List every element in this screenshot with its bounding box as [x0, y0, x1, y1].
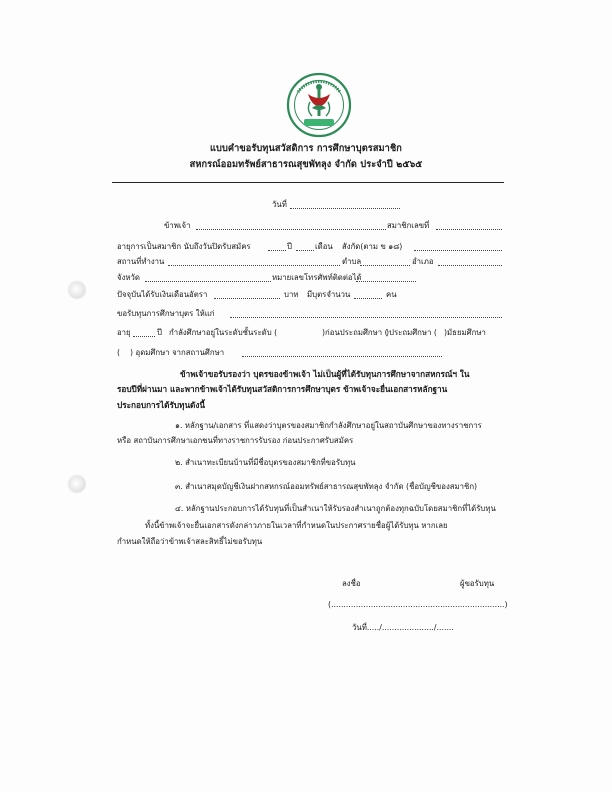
membership-months-field[interactable] [296, 250, 314, 251]
certification-line-3: ประกอบการได้รับทุนดังนี้ [117, 400, 205, 410]
institution-field[interactable] [242, 356, 442, 357]
form-title-line-1: แบบคำขอรับทุนสวัสดิการ การศึกษาบุตรสมาชิก [210, 143, 402, 154]
child-name-field[interactable] [230, 317, 502, 318]
salary-label: ปัจจุบันได้รับเงินเดือนอัตรา [117, 290, 208, 299]
children-count-label: มีบุตรจำนวน [307, 290, 351, 299]
year-label: ปี [287, 242, 292, 251]
district-label: อำเภอ [412, 257, 434, 266]
document-item-4: ๔. หลักฐานประกอบการได้รับทุนที่เป็นสำเนาให้รับรองสำเนาถูกต้องทุกฉบับโดยสมาชิกที่ได้รับทุน [175, 504, 496, 513]
certification-line-2: รอบปีที่ผ่านมา และพากข้าพเจ้าได้รับทุนสวัสดิการการศึกษาบุตร ข้าพเจ้าจะยื่นเอกสารหลักฐาน [117, 384, 448, 394]
document-item-1a: ๑. หลักฐาน/เอกสาร ที่แสดงว่าบุตรของสมาชิกกำลังศึกษาอยู่ในสถาบันศึกษาของทางราชการ [175, 421, 482, 430]
province-label: จังหวัด [117, 273, 140, 282]
subdistrict-field[interactable] [360, 265, 410, 266]
study-level-label: กำลังศึกษาอยู่ในระดับชั้นระดับ ( [169, 328, 278, 337]
membership-age-label: อายุการเป็นสมาชิก นับถึงวันปิดรับสมัคร [117, 242, 251, 251]
child-year-label: ปี [157, 328, 162, 337]
subdistrict-label: ตำบล [342, 257, 362, 266]
applicant-label: ผู้ขอรับทุน [460, 579, 495, 588]
higher-education-option[interactable]: ) อุดมศึกษา จากสถานศึกษา [130, 348, 225, 357]
punch-hole-bottom [69, 476, 85, 492]
title-divider [112, 182, 504, 183]
primary-option[interactable]: )ประถมศึกษา ( [386, 328, 437, 337]
sign-label: ลงชื่อ [342, 579, 361, 588]
member-number-field[interactable] [436, 229, 502, 230]
document-item-1b: หรือ สถาบันการศึกษาเอกชนที่ทางราชการรับรอง ก่อนประกาศรับสมัคร [117, 436, 354, 445]
district-field[interactable] [438, 265, 502, 266]
closing-line-1: ทั้งนี้ข้าพเจ้าจะยื่นเอกสารดังกล่าวภายในเวลาที่กำหนดในประกาศรายชื่อผู้ได้รับทุน หากเลย [145, 521, 448, 530]
closing-line-2: กำหนดให้ถือว่าข้าพเจ้าสละสิทธิ์ไม่ขอรับทุน [117, 537, 263, 546]
child-age-label: อายุ [117, 328, 131, 337]
applicant-name-line[interactable]: (......................................................................) [328, 600, 508, 609]
preschool-option[interactable]: )ก่อนประถมศึกษา ( [322, 328, 388, 337]
applicant-name-label: ข้าพเจ้า [164, 221, 191, 230]
applicant-name-field[interactable] [196, 229, 386, 230]
member-number-label: สมาชิกเลขที่ [387, 221, 430, 230]
document-item-2: ๒. สำเนาทะเบียนบ้านที่มีชื่อบุตรของสมาชิกที่ขอรับทุน [175, 458, 356, 467]
form-title-line-2: สหกรณ์ออมทรัพย์สาธารณสุขพัทลุง จำกัด ประจำปี ๒๕๖๕ [189, 159, 423, 170]
persons-label: คน [386, 290, 397, 299]
workplace-label: สถานที่ทำงาน [117, 257, 165, 266]
membership-years-field[interactable] [268, 250, 286, 251]
affiliation-label: สังกัด(ตาม ข ๑๘) [342, 242, 403, 251]
date-label: วันที่ [272, 200, 287, 209]
phone-label: หมายเลขโทรศัพท์ติดต่อได้ [272, 273, 362, 282]
document-item-3: ๓. สำเนาสมุดบัญชีเงินฝากสหกรณ์ออมทรัพย์สาธารณสุขพัทลุง จำกัด (ชื่อบัญชีของสมาชิก) [175, 482, 478, 491]
certification-line-1: ข้าพเจ้าขอรับรองว่า บุตรของข้าพเจ้า ไม่เป็นผู้ที่ได้รับทุนการศึกษาจากสหกรณ์ฯ ใน [180, 369, 470, 379]
punch-hole-top [69, 282, 85, 298]
child-age-field[interactable] [133, 336, 155, 337]
baht-label: บาท [284, 290, 299, 299]
date-field[interactable] [290, 208, 400, 209]
salary-field[interactable] [214, 298, 280, 299]
request-for-label: ขอรับทุนการศึกษาบุตร ให้แก่ [117, 309, 215, 318]
children-count-field[interactable] [354, 298, 382, 299]
phone-field[interactable] [356, 281, 416, 282]
signature-date-line[interactable]: วันที่...../...................../....... [352, 623, 454, 632]
cooperative-logo [286, 72, 352, 138]
workplace-field[interactable] [168, 265, 340, 266]
affiliation-field[interactable] [414, 250, 502, 251]
secondary-option[interactable]: )มัธยมศึกษา [444, 328, 486, 337]
higher-edu-open[interactable]: ( [117, 348, 121, 357]
month-label: เดือน [315, 242, 333, 251]
province-field[interactable] [145, 281, 271, 282]
